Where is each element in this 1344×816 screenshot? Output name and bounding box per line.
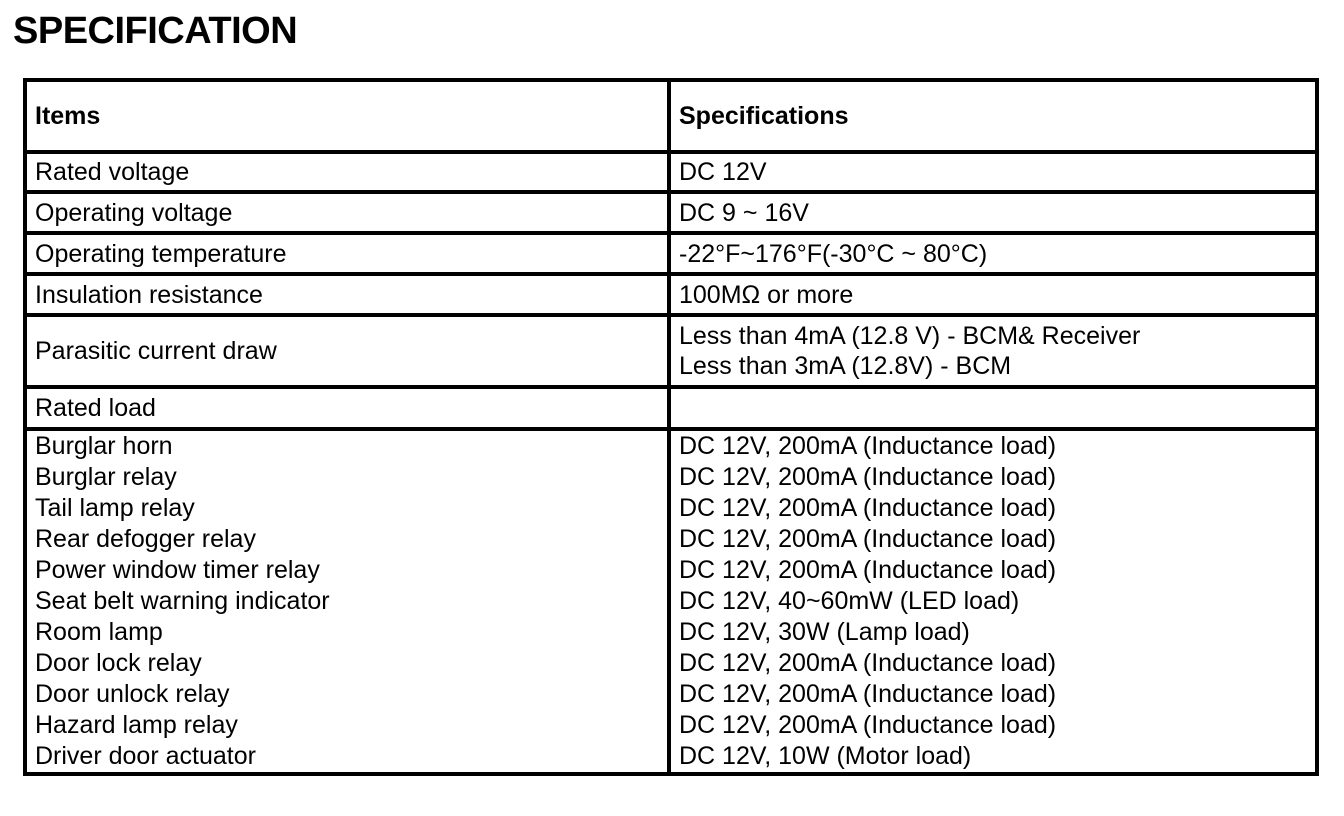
header-specifications: Specifications: [669, 80, 1317, 152]
load-items-cell: [25, 429, 669, 774]
load-specs-cell: [669, 429, 1317, 774]
item-cell: Parasitic current draw: [25, 315, 669, 387]
table-row: [25, 315, 1317, 387]
spec-cell: -22°F~176°F(-30°C ~ 80°C): [669, 233, 1317, 274]
load-spec: DC 12V, 200mA (Inductance load): [679, 432, 1057, 460]
load-spec: DC 12V, 200mA (Inductance load): [679, 463, 1057, 491]
item-cell: Insulation resistance: [25, 274, 669, 315]
table-row: [25, 233, 1317, 274]
spec-cell: DC 9 ~ 16V: [669, 192, 1317, 233]
load-spec: DC 12V, 200mA (Inductance load): [679, 711, 1057, 739]
load-item: Door lock relay: [35, 649, 202, 677]
spec-cell: DC 12V: [669, 152, 1317, 192]
table-row: [25, 192, 1317, 233]
item-cell: Rated voltage: [25, 152, 669, 192]
item-cell: Operating temperature: [25, 233, 669, 274]
spec-cell: [669, 387, 1317, 429]
load-spec: DC 12V, 200mA (Inductance load): [679, 680, 1057, 708]
load-spec: DC 12V, 200mA (Inductance load): [679, 556, 1057, 584]
header-items: Items: [25, 80, 669, 152]
load-item: Burglar relay: [35, 463, 177, 491]
load-item: Tail lamp relay: [35, 494, 195, 522]
table-row: [25, 152, 1317, 192]
load-item: Seat belt warning indicator: [35, 587, 330, 615]
spec-cell: 100MΩ or more: [669, 274, 1317, 315]
table-row: [25, 387, 1317, 429]
load-item: Rear defogger relay: [35, 525, 256, 553]
load-item: Burglar horn: [35, 432, 173, 460]
table-header-row: [25, 80, 1317, 152]
load-item: Hazard lamp relay: [35, 711, 238, 739]
spec-line: Less than 3mA (12.8V) - BCM: [679, 352, 1012, 380]
table-row: [25, 274, 1317, 315]
item-cell: Rated load: [25, 387, 669, 429]
load-spec: DC 12V, 200mA (Inductance load): [679, 494, 1057, 522]
load-spec: DC 12V, 10W (Motor load): [679, 742, 972, 770]
load-item: Door unlock relay: [35, 680, 230, 708]
load-item: Driver door actuator: [35, 742, 256, 770]
page-title: SPECIFICATION: [13, 10, 298, 52]
load-spec: DC 12V, 200mA (Inductance load): [679, 649, 1057, 677]
spec-cell: [669, 315, 1317, 387]
load-spec: DC 12V, 40~60mW (LED load): [679, 587, 1020, 615]
load-item: Power window timer relay: [35, 556, 320, 584]
load-spec: DC 12V, 30W (Lamp load): [679, 618, 970, 646]
specification-table: [23, 78, 1319, 776]
load-spec: DC 12V, 200mA (Inductance load): [679, 525, 1057, 553]
item-cell: Operating voltage: [25, 192, 669, 233]
spec-line: Less than 4mA (12.8 V) - BCM& Receiver: [679, 322, 1141, 350]
load-item: Room lamp: [35, 618, 163, 646]
table-row-loads: [25, 429, 1317, 774]
